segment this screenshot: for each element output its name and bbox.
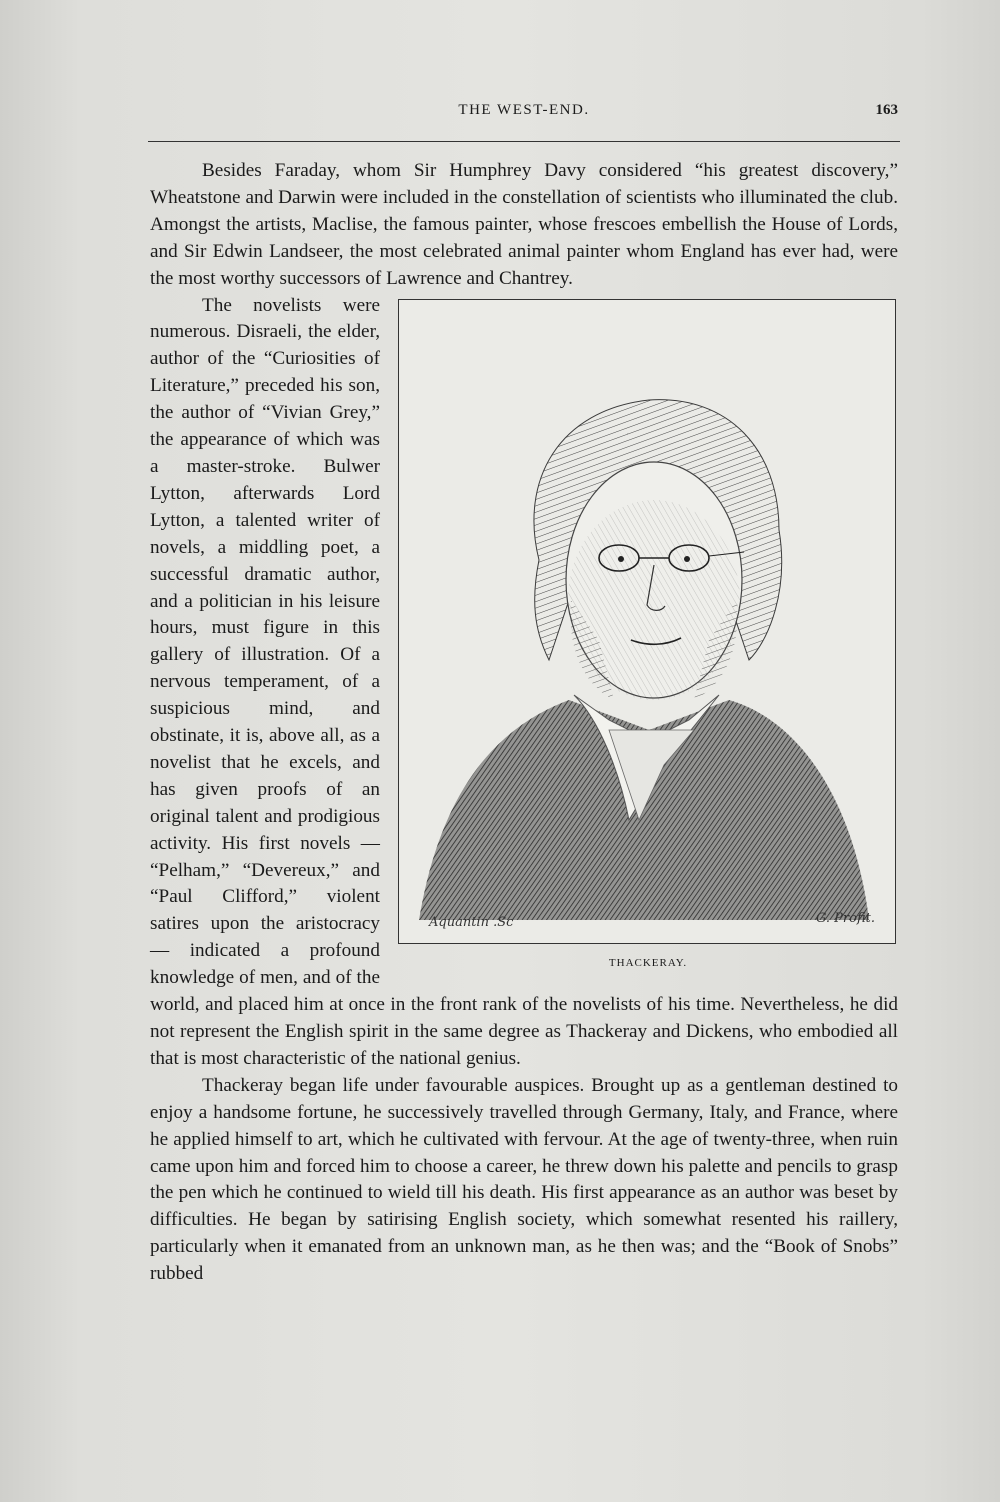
- figure-caption: THACKERAY.: [608, 956, 688, 969]
- page-number: 163: [875, 102, 898, 118]
- running-title: THE WEST-END.: [458, 102, 590, 118]
- header-rule: [148, 141, 900, 142]
- thackeray-portrait-engraving: [399, 300, 895, 943]
- running-head: [150, 102, 898, 126]
- portrait-frame: [398, 299, 896, 944]
- engraver-signature-left: Aquantin .Sc: [429, 914, 514, 930]
- paragraph-3: Thackeray began life under favourable auspices. Brought up as a gentleman destined to enjoy a handsome fortune, he successively travelled through Germany, Italy, and France, where he applied himself to art, which he cultivated with fervour. At the age of twenty-three, when ruin came upon him and forced him to choose a career, he threw down his palette and pencils to grasp the pen which he continued to wield till his death. His first appearance as an author was beset by difficulties. He began by satirising English society, which somewhat resented his raillery, particularly when it emanated from an unknown man, as he then was; and the “Book of Snobs” rubbed: [150, 1074, 898, 1285]
- engraver-signature-right: G. Profit.: [815, 910, 875, 926]
- paragraph-2: The novelists were numerous. Disraeli, the elder, author of the “Curiosities of Literature,” preceded his son, the author of “Vivian Grey,” the appearance of which was a master-stroke. Bulwer Lytton, afterwards Lord Lytton, a talented writer of novels, a middling poet, a successful dramatic author, and a politician in his leisure hours, must figure in this gallery of illustration. Of a nervous temperament, of a suspicious mind, and obstinate, it is, above all, as a novelist that he excels, and has given proofs of an original talent and prodigious activity. His first novels — “Pelham,” “Devereux,” and “Paul Clifford,” violent satires upon the aristocracy — indicated a profound knowledge of men, and of the world, and placed him at once in the front rank of the novelists of his time. Nevertheless, he did not represent the English spirit in the same degree as Thackeray and Dickens, who embodied all that is most characteristic of the national genius.: [150, 294, 898, 1069]
- body-text: [150, 158, 898, 1288]
- portrait-figure: [398, 299, 898, 977]
- paragraph-1: Besides Faraday, whom Sir Humphrey Davy considered “his greatest discovery,” Wheatstone and Darwin were included in the constellation of scientists who illuminated the club. Amongst the artists, Maclise, the famous painter, whose frescoes embellish the House of Lords, and Sir Edwin Landseer, the most celebrated animal painter whom England has ever had, were the most worthy successors of Lawrence and Chantrey.: [150, 160, 898, 289]
